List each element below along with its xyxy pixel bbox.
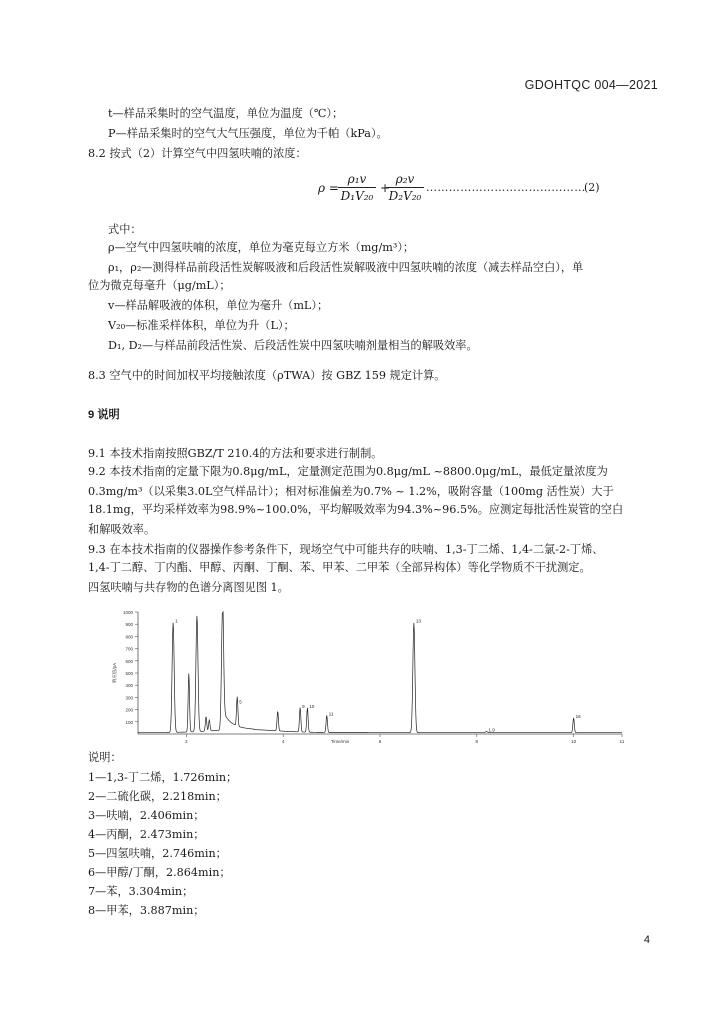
v-definition: v—样品解吸液的体积，单位为毫升（mL）； xyxy=(108,299,329,312)
legend-item: 8—甲苯，3.887min； xyxy=(88,904,205,917)
legend-item: 6—甲醇/丁酮，2.864min； xyxy=(88,866,231,879)
peak-label: 10 xyxy=(309,704,315,710)
x-tick-label: 4 xyxy=(281,739,285,744)
plus-sign: + xyxy=(380,181,391,195)
fraction-2-numerator: ρ₂v xyxy=(386,172,424,188)
peak-label: 16 xyxy=(575,713,581,719)
leader-dots: …………………………………… xyxy=(426,181,586,194)
y-tick-label: 1000 xyxy=(122,610,133,615)
y-axis-label: 响应值/pA xyxy=(112,662,117,684)
formula-lhs: ρ = xyxy=(318,181,339,195)
chromatogram-trace xyxy=(138,612,622,733)
y-tick-label: 100 xyxy=(125,719,133,725)
x-tick-label: 6 xyxy=(378,739,382,744)
rho12-definition: ρ₁，ρ₂—测得样品前段活性炭解吸液和后段活性炭解吸液中四氢呋喃的浓度（减去样品空白），单 xyxy=(108,261,584,274)
section-9-2-line4: 和解吸效率。 xyxy=(88,523,156,536)
fraction-1 xyxy=(338,172,376,203)
chromatogram-chart xyxy=(110,606,628,752)
section-9-3-line3: 四氢呋喃与共存物的色谱分离图见图 1。 xyxy=(88,581,289,594)
t-definition: t—样品采集时的空气温度，单位为温度（℃）； xyxy=(108,107,344,120)
section-9-1: 9.1 本技术指南按照GBZ/T 210.4的方法和要求进行制制。 xyxy=(88,447,383,460)
x-tick-label: 8 xyxy=(475,739,479,744)
peak-label: 1 xyxy=(175,618,178,624)
y-tick-label: 700 xyxy=(125,646,133,652)
legend-item: 3—呋喃，2.406min； xyxy=(88,809,205,822)
section-9-heading: 9 说明 xyxy=(88,409,120,421)
x-tick-label: 2 xyxy=(185,739,188,744)
x-axis-label: Time/min xyxy=(330,739,350,744)
where-label: 式中： xyxy=(108,223,142,236)
v20-definition: V₂₀—标准采样体积，单位为升（L）； xyxy=(108,319,295,332)
peak-label: 9 xyxy=(302,704,305,710)
fraction-1-numerator: ρ₁v xyxy=(338,172,376,188)
x-tick-label: 10 xyxy=(571,739,577,744)
section-9-3-line1: 9.3 在本技术指南的仪器操作参考条件下，现场空气中可能共存的呋喃、1,3-丁二烯、1,4-二氯-2-丁烯、 xyxy=(88,543,604,556)
y-tick-label: 200 xyxy=(125,707,133,713)
section-9-2-line3: 18.1mg，平均采样效率为98.9%~100.0%，平均解吸效率为94.3%~96.5%。应测定每批活性炭管的空白 xyxy=(88,503,624,516)
legend-item: 1—1,3-丁二烯，1.726min； xyxy=(88,771,238,784)
peak-label: 5 xyxy=(239,699,242,705)
x-tick-label: 11 xyxy=(619,739,625,744)
fraction-2-denominator: D₂V₂₀ xyxy=(388,189,422,203)
section-8-3: 8.3 空气中的时间加权平均接触浓度（ρTWA）按 GBZ 159 规定计算。 xyxy=(88,369,446,382)
rho12-definition-cont: 位为微克每毫升（μg/mL）； xyxy=(88,279,231,292)
legend-item: 2—二硫化碳，2.218min； xyxy=(88,790,227,803)
y-tick-label: 800 xyxy=(125,634,133,640)
standard-code-header: GDOHTQC 004—2021 xyxy=(524,78,658,92)
y-tick-label: 400 xyxy=(125,683,133,689)
legend-title: 说明： xyxy=(88,751,122,764)
y-tick-label: 900 xyxy=(125,622,133,628)
fraction-2 xyxy=(386,172,424,203)
d-definition: D₁, D₂—与样品前段活性炭、后段活性炭中四氢呋喃剂量相当的解吸效率。 xyxy=(108,339,478,352)
legend-item: 4—丙酮，2.473min； xyxy=(88,828,205,841)
legend-item: 5—四氢呋喃，2.746min； xyxy=(88,847,227,860)
y-tick-label: 300 xyxy=(125,695,133,701)
equation-number: (2) xyxy=(584,181,600,194)
formula-2 xyxy=(318,172,618,216)
page-number: 4 xyxy=(643,934,650,946)
y-tick-label: 500 xyxy=(125,671,133,676)
p-definition: P—样品采集时的空气大气压强度，单位为千帕（kPa）。 xyxy=(108,127,388,140)
y-tick-label: 600 xyxy=(125,658,133,664)
peak-label: 1.9 xyxy=(488,727,495,733)
section-9-3-line2: 1,4-丁二醇、丁内酯、甲醇、丙酮、丁酮、苯、甲苯、二甲苯（全部异构体）等化学物质不干扰测定。 xyxy=(88,561,591,574)
peak-label: 11 xyxy=(328,711,334,717)
section-9-2-line2: 0.3mg/m³（以采集3.0L空气样品计）；相对标准偏差为0.7% ~ 1.2%，吸附容量（100mg 活性炭）大于 xyxy=(88,485,614,498)
fraction-1-denominator: D₁V₂₀ xyxy=(340,189,374,203)
section-9-2-line1: 9.2 本技术指南的定量下限为0.8μg/mL，定量测定范围为0.8μg/mL ~8800.0μg/mL，最低定量浓度为 xyxy=(88,465,608,478)
section-8-2: 8.2 按式（2）计算空气中四氢呋喃的浓度： xyxy=(88,147,307,160)
legend-item: 7—苯，3.304min； xyxy=(88,885,194,898)
rho-definition: ρ—空气中四氢呋喃的浓度，单位为毫克每立方米（mg/m³）； xyxy=(108,241,415,254)
peak-label: 13 xyxy=(415,618,421,624)
